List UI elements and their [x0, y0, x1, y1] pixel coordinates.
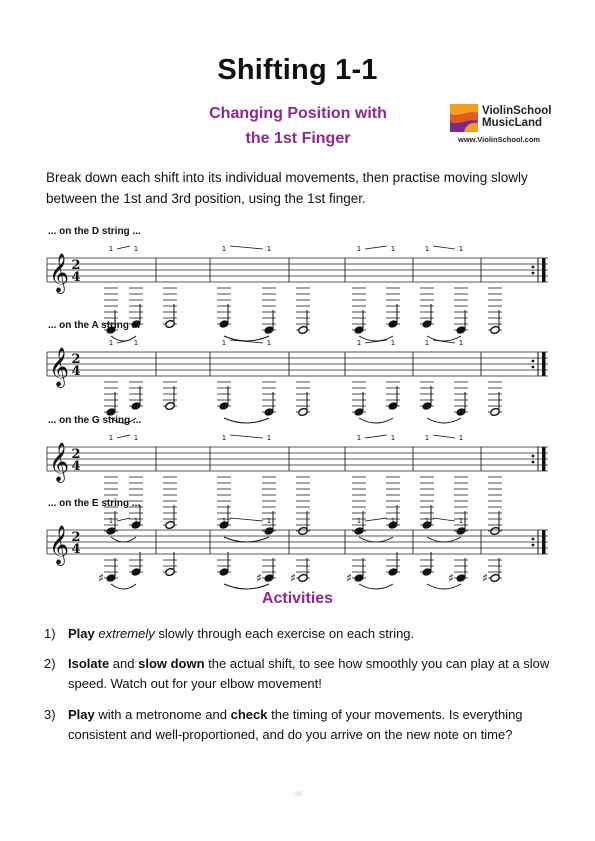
treble-clef-icon: 𝄞	[48, 253, 70, 293]
repeat-dot	[532, 461, 535, 464]
repeat-barline-thick	[542, 447, 546, 471]
activity-keyword: check	[230, 707, 268, 722]
shift-dash	[433, 435, 455, 438]
sharp-icon: ♯	[482, 571, 488, 585]
activity-text-run: the actual shift, to see how smoothly you can play at a slow speed. Watch out for your elbow movement!	[68, 656, 550, 691]
activity-keyword: slow down	[138, 656, 205, 671]
repeat-dot	[532, 366, 535, 369]
fingering-number: 1	[108, 517, 114, 525]
fingering-number: 1	[390, 339, 396, 347]
shift-dash	[365, 518, 387, 521]
fingering-number: 1	[356, 517, 362, 525]
time-signature-top: 2	[71, 258, 81, 273]
sharp-icon: ♯	[290, 571, 296, 585]
repeat-dot	[532, 360, 535, 363]
activity-text	[68, 624, 553, 644]
exercise-label-e: ... on the E string ...	[48, 498, 141, 509]
fingering-number: 1	[390, 434, 396, 442]
logo-name-line-2: MusicLand	[482, 117, 543, 129]
subtitle-line-1: Changing Position with	[209, 105, 387, 122]
repeat-dot	[532, 538, 535, 541]
shift-dash	[117, 340, 130, 343]
slur	[359, 418, 393, 423]
repeat-barline-thick	[542, 352, 546, 376]
sharp-icon: ♯	[98, 571, 104, 585]
sharp-icon: ♯	[256, 571, 262, 585]
activities-heading: Activities	[261, 590, 334, 607]
fingering-number: 1	[108, 245, 114, 253]
time-signature-bottom: 4	[71, 542, 81, 557]
activity-text-run: with a metronome and	[94, 707, 231, 722]
page-title: Shifting 1-1	[217, 54, 378, 86]
staff-a-string	[45, 334, 550, 398]
slur	[111, 584, 136, 589]
shift-dash	[365, 340, 387, 343]
fingering-number: 1	[458, 339, 464, 347]
fingering-number: 1	[133, 339, 139, 347]
shift-dash	[117, 246, 130, 249]
shift-dash	[433, 246, 455, 249]
activity-text-run: the timing of your movements. Is everything consistent and well-proportioned, and do you arrive on the new note on time?	[68, 707, 523, 742]
intro-text: Break down each shift into its individual movements, then practise moving slowly between the 1st and 3rd position, using the 1st finger.	[46, 170, 528, 206]
fingering-number: 1	[458, 245, 464, 253]
fingering-number: 1	[458, 517, 464, 525]
shift-dash	[365, 435, 387, 438]
time-signature-bottom: 4	[71, 364, 81, 379]
subtitle-line-2: the 1st Finger	[245, 130, 351, 147]
fingering-number: 1	[356, 245, 362, 253]
activity-text	[68, 705, 553, 745]
activity-keyword: Isolate	[68, 656, 110, 671]
shift-dash	[117, 435, 130, 438]
fingering-number: 1	[133, 245, 139, 253]
time-signature-top: 2	[71, 530, 81, 545]
fingering-number: 1	[221, 245, 227, 253]
activity-text-run: and	[109, 656, 139, 671]
time-signature-bottom: 4	[71, 459, 81, 474]
staff-e-string	[45, 512, 550, 585]
fingering-number: 1	[458, 434, 464, 442]
exercise-label-a: ... on the A string ...	[48, 320, 141, 331]
page-subtitle	[150, 101, 446, 151]
slur	[427, 584, 461, 589]
sharp-icon: ♯	[346, 571, 352, 585]
activity-text	[68, 654, 553, 694]
fingering-number: 1	[424, 517, 430, 525]
repeat-dot	[532, 544, 535, 547]
logo-name	[482, 105, 551, 129]
fingering-number: 1	[390, 245, 396, 253]
exercise-label-g: ... on the G string ...	[48, 415, 142, 426]
fingering-number: 1	[266, 517, 272, 525]
fingering-number: 1	[424, 245, 430, 253]
repeat-dot	[532, 455, 535, 458]
time-signature-top: 2	[71, 447, 81, 462]
treble-clef-icon: 𝄞	[48, 442, 70, 482]
activity-text-run: slowly through each exercise on each string.	[154, 626, 415, 641]
activity-number: 3)	[44, 707, 56, 722]
staff-d-string	[45, 240, 550, 304]
sharp-icon: ♯	[448, 571, 454, 585]
fingering-number: 1	[221, 434, 227, 442]
repeat-barline-thick	[542, 530, 546, 554]
violinschool-logo	[450, 104, 554, 146]
logo-name-line-1: ViolinSchool	[482, 105, 552, 117]
fingering-number: 1	[424, 339, 430, 347]
shift-dash	[230, 340, 263, 343]
time-signature-top: 2	[71, 352, 81, 367]
activity-number: 1)	[44, 626, 56, 641]
fingering-number: 1	[356, 434, 362, 442]
treble-clef-icon: 𝄞	[48, 347, 70, 387]
fingering-number: 1	[221, 517, 227, 525]
shift-dash	[117, 518, 130, 521]
treble-clef-icon: 𝄞	[48, 525, 70, 565]
repeat-barline-thick	[542, 258, 546, 282]
fingering-number: 1	[133, 517, 139, 525]
activity-emphasis: extremely	[98, 626, 155, 641]
activity-keyword: Play	[68, 626, 95, 641]
repeat-dot	[532, 272, 535, 275]
time-signature-bottom: 4	[71, 270, 81, 285]
exercise-label-d: ... on the D string ...	[48, 226, 141, 237]
shift-dash	[433, 518, 455, 521]
fingering-number: 1	[390, 517, 396, 525]
activity-keyword: Play	[68, 707, 95, 722]
page-number: 200	[292, 792, 303, 798]
shift-dash	[365, 246, 387, 249]
slur	[224, 418, 269, 423]
staff-g-string	[45, 429, 550, 493]
activity-number: 2)	[44, 656, 56, 671]
slur	[427, 418, 461, 423]
fingering-number: 1	[221, 339, 227, 347]
shift-dash	[230, 435, 263, 438]
fingering-number: 1	[424, 434, 430, 442]
shift-dash	[230, 518, 263, 521]
slur	[359, 584, 393, 589]
fingering-number: 1	[133, 434, 139, 442]
fingering-number: 1	[266, 434, 272, 442]
fingering-number: 1	[266, 245, 272, 253]
shift-dash	[433, 340, 455, 343]
fingering-number: 1	[108, 339, 114, 347]
fingering-number: 1	[266, 339, 272, 347]
logo-mark-icon	[450, 104, 478, 132]
logo-url: www.ViolinSchool.com	[458, 135, 541, 144]
shift-dash	[230, 246, 263, 249]
fingering-number: 1	[356, 339, 362, 347]
repeat-dot	[532, 266, 535, 269]
slur	[224, 584, 269, 589]
fingering-number: 1	[108, 434, 114, 442]
